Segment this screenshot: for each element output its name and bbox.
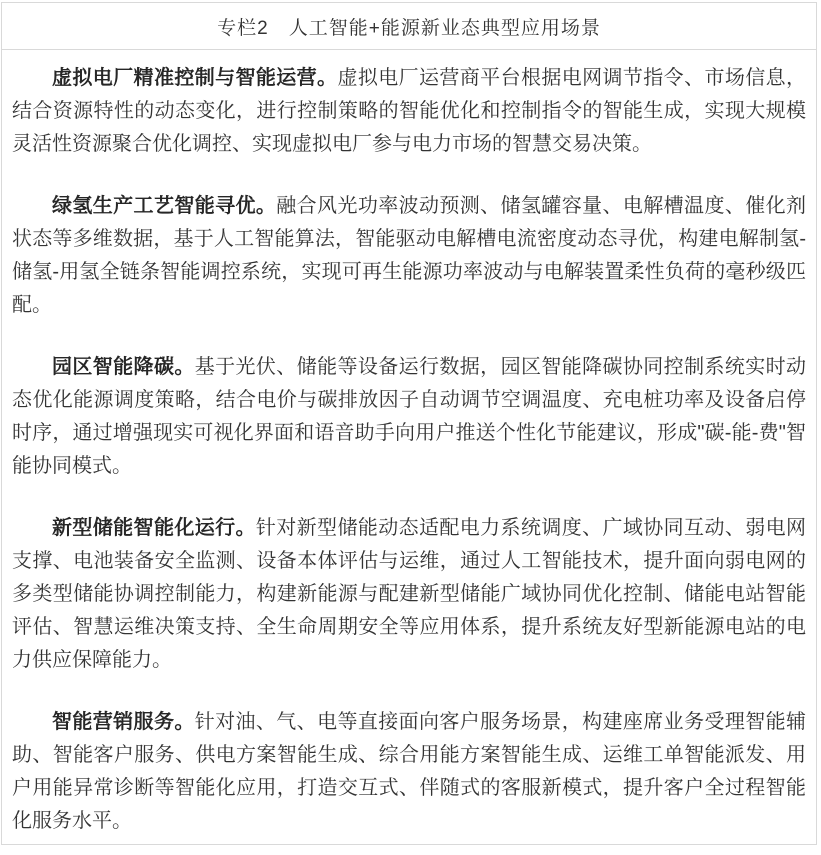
paragraph-lead: 绿氢生产工艺智能寻优。 — [52, 195, 277, 217]
column-panel — [1, 2, 817, 845]
paragraph-smart-marketing — [12, 706, 806, 838]
paragraph-text: 针对新型储能动态适配电力系统调度、广域协同互动、弱电网支撑、电池装备安全监测、设备本体评估与运维，通过人工智能技术，提升面向弱电网的多类型储能协调控制能力，构建新能源与配建新型储能广域协同优化控制、储能电站智能评估、智慧运维决策支持、全生命周期安全等应用体系，提升系统友好型新能源电站的电力供应保障能力。 — [12, 517, 807, 671]
paragraph-lead: 园区智能降碳。 — [52, 356, 195, 378]
paragraph-park-carbon-reduction — [12, 351, 806, 483]
paragraph-text: 融合风光功率波动预测、储氢罐容量、电解槽温度、催化剂状态等多维数据，基于人工智能算法，智能驱动电解槽电流密度动态寻优，构建电解制氢-储氢-用氢全链条智能调控系统，实现可再生能源功率波动与电解装置柔性负荷的毫秒级匹配。 — [12, 195, 807, 316]
paragraph-text: 虚拟电厂运营商平台根据电网调节指令、市场信息，结合资源特性的动态变化，进行控制策略的智能优化和控制指令的智能生成，实现大规模灵活性资源聚合优化调控、实现虚拟电厂参与电力市场的智慧交易决策。 — [12, 67, 807, 155]
paragraph-lead: 智能营销服务。 — [52, 711, 195, 733]
panel-title: 专栏2 人工智能+能源新业态典型应用场景 — [217, 17, 601, 39]
paragraph-new-energy-storage — [12, 512, 806, 677]
paragraph-green-hydrogen — [12, 190, 806, 322]
paragraph-virtual-power-plant — [12, 62, 806, 161]
panel-body — [2, 50, 816, 844]
paragraph-text: 基于光伏、储能等设备运行数据，园区智能降碳协同控制系统实时动态优化能源调度策略，结合电价与碳排放因子自动调节空调温度、充电桩功率及设备启停时序，通过增强现实可视化界面和语音助手向用户推送个性化节能建议，形成"碳-能-费"智能协同模式。 — [12, 356, 807, 477]
paragraph-lead: 虚拟电厂精准控制与智能运营。 — [52, 67, 338, 89]
paragraph-lead: 新型储能智能化运行。 — [52, 517, 256, 539]
panel-title-row — [2, 3, 816, 50]
paragraph-text: 针对油、气、电等直接面向客户服务场景，构建座席业务受理智能辅助、智能客户服务、供电方案智能生成、综合用能方案智能生成、运维工单智能派发、用户用能异常诊断等智能化应用，打造交互式、伴随式的客服新模式，提升客户全过程智能化服务水平。 — [12, 711, 807, 832]
